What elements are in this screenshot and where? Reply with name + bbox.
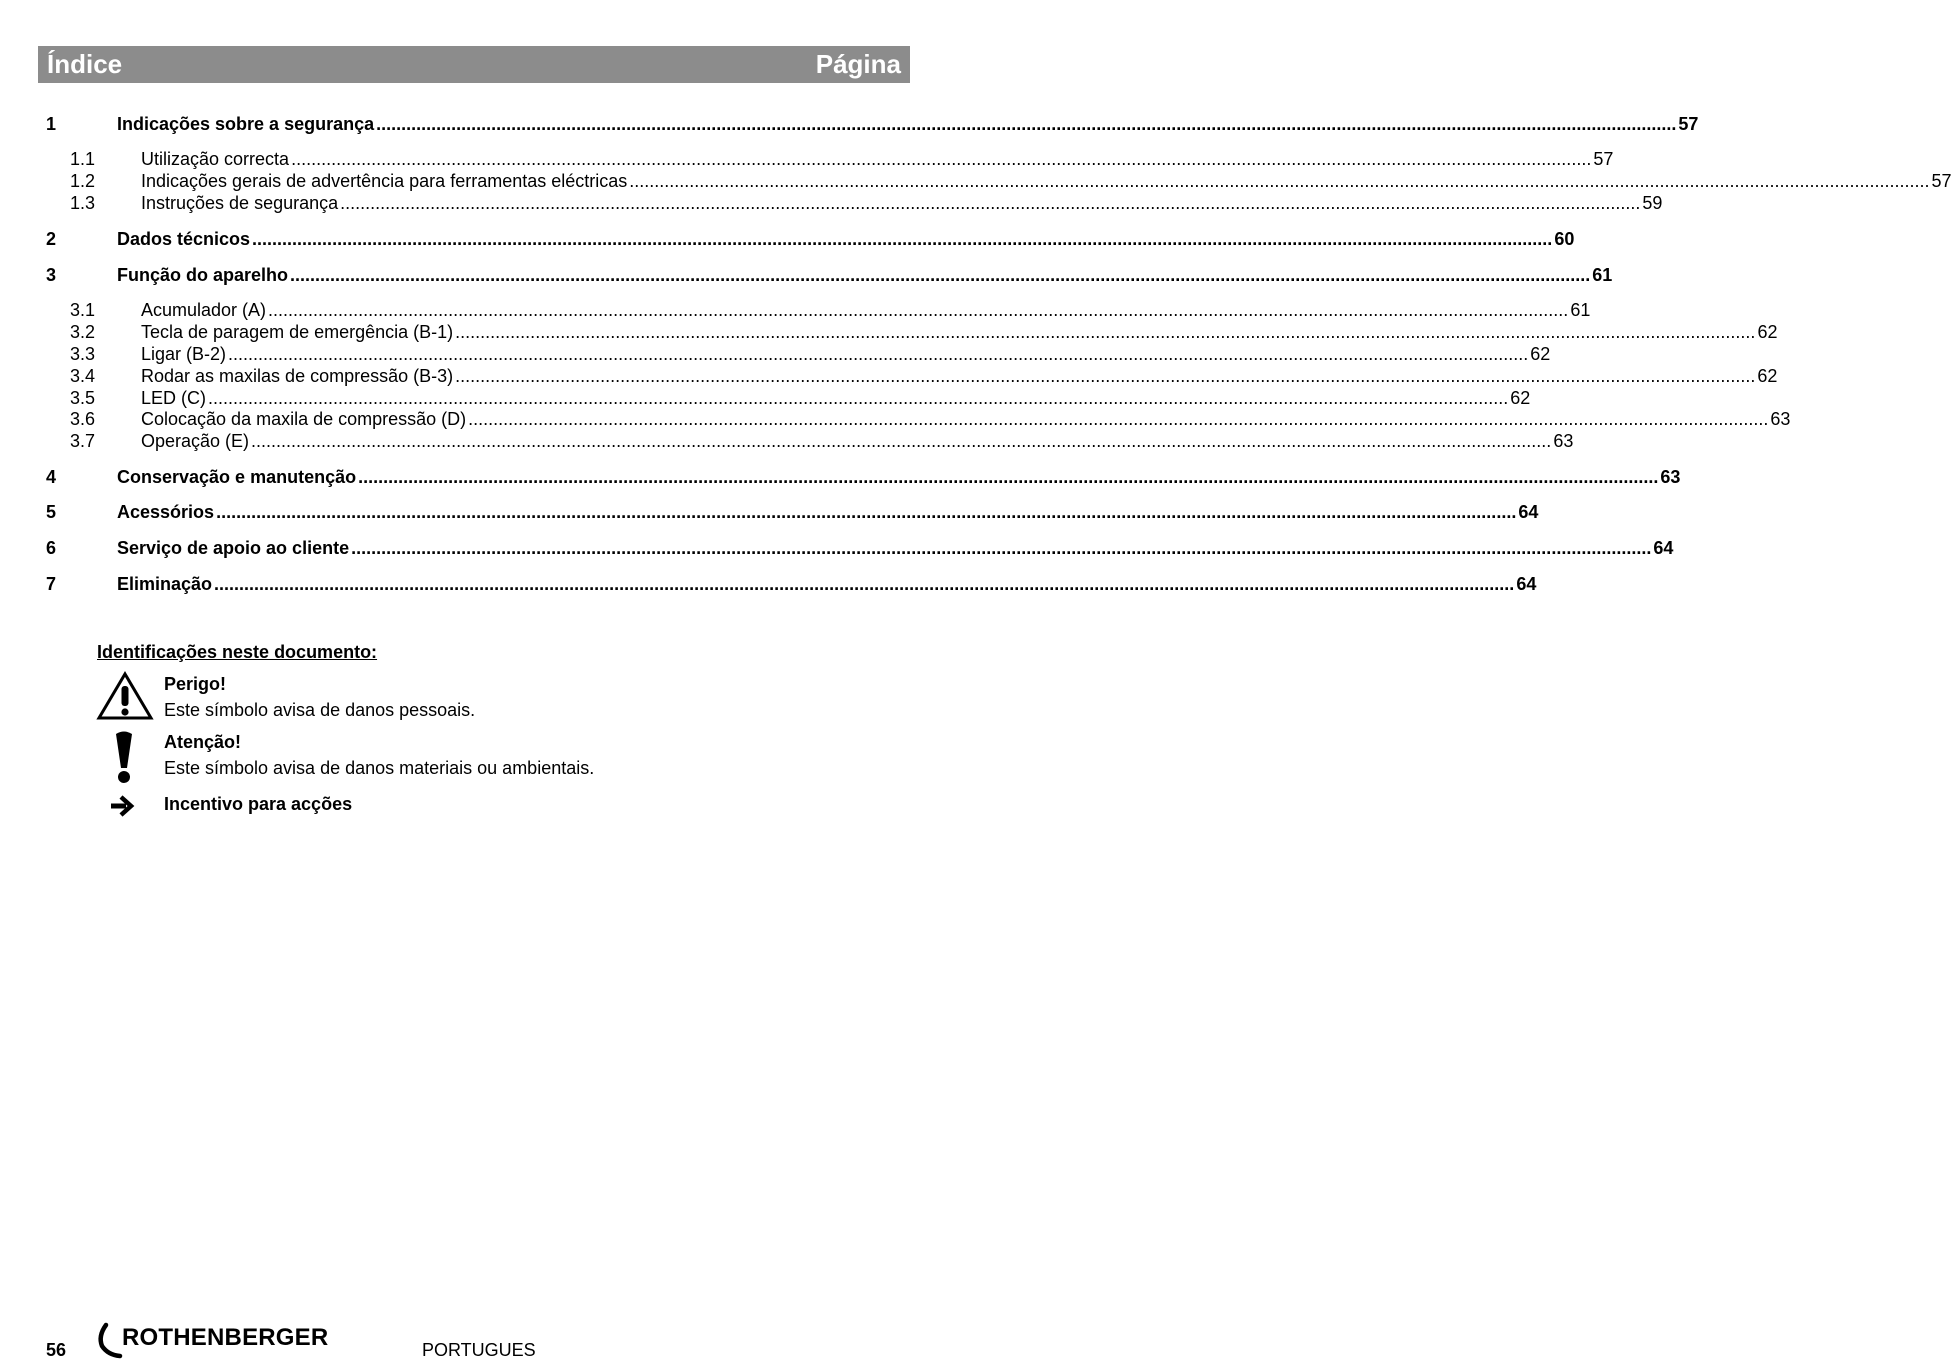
toc-dot-leader: .................................................................................................................................................................................................................................................................... (291, 149, 1592, 169)
toc-dot-leader: .................................................................................................................................................................................................................................................................... (340, 193, 1641, 213)
toc-entry-line (117, 264, 1613, 286)
toc-header-page-label: Página (815, 49, 901, 79)
toc-entry[interactable] (0, 170, 1952, 192)
danger-description: Este símbolo avisa de danos pessoais. (164, 700, 476, 720)
toc-header-title: Índice (47, 49, 123, 79)
toc-dot-leader: .................................................................................................................................................................................................................................................................... (268, 300, 1569, 320)
toc-entry-title[interactable]: Ligar (B-2) (141, 344, 227, 364)
toc-entry-line (141, 343, 1551, 365)
toc-entry-page: 57 (1931, 171, 1952, 191)
toc-entry[interactable] (0, 365, 1778, 387)
toc-entry-number: 3.5 (70, 388, 96, 408)
toc-entry-number: 1.3 (70, 193, 96, 213)
toc-dot-leader: .................................................................................................................................................................................................................................................................... (216, 502, 1517, 522)
toc-entry-number: 3.1 (70, 300, 96, 320)
caution-description: Este símbolo avisa de danos materiais ou ambientais. (164, 758, 595, 778)
toc-dot-leader: .................................................................................................................................................................................................................................................................... (351, 538, 1652, 558)
rothenberger-logo (96, 1322, 348, 1358)
warning-triangle-icon (96, 671, 154, 721)
toc-entry-number: 3.2 (70, 322, 96, 342)
toc-entry[interactable] (0, 264, 1613, 286)
toc-entry-number: 1 (46, 114, 57, 134)
toc-entry-title[interactable]: Acessórios (117, 502, 215, 522)
action-title: Incentivo para acções (164, 794, 353, 814)
toc-entry[interactable] (0, 466, 1681, 488)
toc-entry-line (141, 408, 1791, 430)
toc-entry-page: 62 (1757, 366, 1778, 386)
toc-entry-page: 64 (1518, 502, 1539, 522)
toc-entry[interactable] (0, 321, 1778, 343)
toc-entry-line (117, 501, 1539, 523)
toc-entry[interactable] (0, 299, 1591, 321)
toc-dot-leader: .................................................................................................................................................................................................................................................................... (358, 467, 1659, 487)
toc-entry-number: 3.7 (70, 431, 96, 451)
toc-entry[interactable] (0, 501, 1539, 523)
toc-entry[interactable] (0, 192, 1663, 214)
toc-entry-line (141, 192, 1663, 214)
toc-entry-page: 57 (1678, 114, 1699, 134)
toc-entry-title[interactable]: Indicações gerais de advertência para ferramentas eléctricas (141, 171, 628, 191)
toc-dot-leader: .................................................................................................................................................................................................................................................................... (468, 409, 1769, 429)
footer-language: PORTUGUES (422, 1340, 536, 1360)
toc-entry-title[interactable]: Colocação da maxila de compressão (D) (141, 409, 467, 429)
toc-entry-number: 3.6 (70, 409, 96, 429)
exclamation-icon (112, 730, 136, 784)
danger-title: Perigo! (164, 674, 227, 694)
toc-entry-title[interactable]: Tecla de paragem de emergência (B-1) (141, 322, 454, 342)
toc-entry-number: 7 (46, 574, 57, 594)
toc-entry[interactable] (0, 148, 1614, 170)
toc-entry-page: 61 (1570, 300, 1591, 320)
toc-entry-number: 2 (46, 229, 57, 249)
toc-dot-leader: .................................................................................................................................................................................................................................................................... (208, 388, 1509, 408)
toc-entry-title[interactable]: Acumulador (A) (141, 300, 267, 320)
arrow-right-icon (110, 795, 136, 817)
toc-entry-page: 59 (1642, 193, 1663, 213)
footer-page-number: 56 (46, 1340, 67, 1360)
toc-dot-leader: .................................................................................................................................................................................................................................................................... (455, 322, 1756, 342)
toc-entry-number: 3.3 (70, 344, 96, 364)
toc-entry-line (117, 466, 1681, 488)
toc-entry-line (141, 148, 1614, 170)
toc-entry-line (141, 170, 1952, 192)
toc-entry-title[interactable]: Instruções de segurança (141, 193, 339, 213)
toc-entry-title[interactable]: Operação (E) (141, 431, 250, 451)
toc-entry-title[interactable]: Rodar as maxilas de compressão (B-3) (141, 366, 454, 386)
toc-entry-title[interactable]: Utilização correcta (141, 149, 290, 169)
toc-entry[interactable] (0, 537, 1674, 559)
toc-dot-leader: .................................................................................................................................................................................................................................................................... (252, 229, 1553, 249)
svg-text:ROTHENBERGER: ROTHENBERGER (122, 1324, 329, 1351)
toc-entry-line (117, 537, 1674, 559)
toc-entry-number: 1.1 (70, 149, 96, 169)
toc-entry-line (141, 387, 1531, 409)
toc-entry[interactable] (0, 387, 1531, 409)
toc-entry-page: 62 (1530, 344, 1551, 364)
toc-header-bar (38, 46, 910, 83)
toc-entry-page: 57 (1593, 149, 1614, 169)
toc-entry[interactable] (0, 430, 1574, 452)
toc-dot-leader: .................................................................................................................................................................................................................................................................... (629, 171, 1930, 191)
toc-entry-title[interactable]: LED (C) (141, 388, 207, 408)
toc-entry-title[interactable]: Indicações sobre a segurança (117, 114, 375, 134)
toc-entry-number: 6 (46, 538, 57, 558)
toc-dot-leader: .................................................................................................................................................................................................................................................................... (228, 344, 1529, 364)
toc-entry-line (141, 365, 1778, 387)
toc-entry[interactable] (0, 228, 1575, 250)
toc-dot-leader: .................................................................................................................................................................................................................................................................... (290, 265, 1591, 285)
toc-entry-line (141, 299, 1591, 321)
legend-heading: Identificações neste documento: (97, 642, 378, 662)
toc-entry-line (117, 113, 1699, 135)
toc-entry-page: 60 (1554, 229, 1575, 249)
toc-entry-title[interactable]: Serviço de apoio ao cliente (117, 538, 350, 558)
toc-entry-title[interactable]: Conservação e manutenção (117, 467, 357, 487)
toc-entry-title[interactable]: Eliminação (117, 574, 213, 594)
toc-entry-page: 64 (1516, 574, 1537, 594)
toc-entry-page: 61 (1592, 265, 1613, 285)
toc-entry-line (141, 430, 1574, 452)
toc-dot-leader: .................................................................................................................................................................................................................................................................... (455, 366, 1756, 386)
toc-entry-line (141, 321, 1778, 343)
toc-entry-number: 4 (46, 467, 57, 487)
toc-entry[interactable] (0, 573, 1537, 595)
toc-entry[interactable] (0, 343, 1551, 365)
toc-entry[interactable] (0, 408, 1791, 430)
toc-dot-leader: .................................................................................................................................................................................................................................................................... (376, 114, 1677, 134)
toc-entry-page: 62 (1757, 322, 1778, 342)
toc-entry-number: 1.2 (70, 171, 96, 191)
toc-entry-page: 62 (1510, 388, 1531, 408)
toc-entry-line (117, 573, 1537, 595)
toc-entry[interactable] (0, 113, 1699, 135)
toc-entry-title[interactable]: Dados técnicos (117, 229, 251, 249)
toc-entry-page: 63 (1770, 409, 1791, 429)
toc-entry-line (117, 228, 1575, 250)
toc-entry-title[interactable]: Função do aparelho (117, 265, 289, 285)
toc-entry-page: 63 (1660, 467, 1681, 487)
toc-entry-number: 5 (46, 502, 57, 522)
caution-title: Atenção! (164, 732, 242, 752)
toc-entry-page: 63 (1553, 431, 1574, 451)
toc-entry-page: 64 (1653, 538, 1674, 558)
toc-dot-leader: .................................................................................................................................................................................................................................................................... (251, 431, 1552, 451)
toc-dot-leader: .................................................................................................................................................................................................................................................................... (214, 574, 1515, 594)
toc-entry-number: 3 (46, 265, 57, 285)
toc-entry-number: 3.4 (70, 366, 96, 386)
